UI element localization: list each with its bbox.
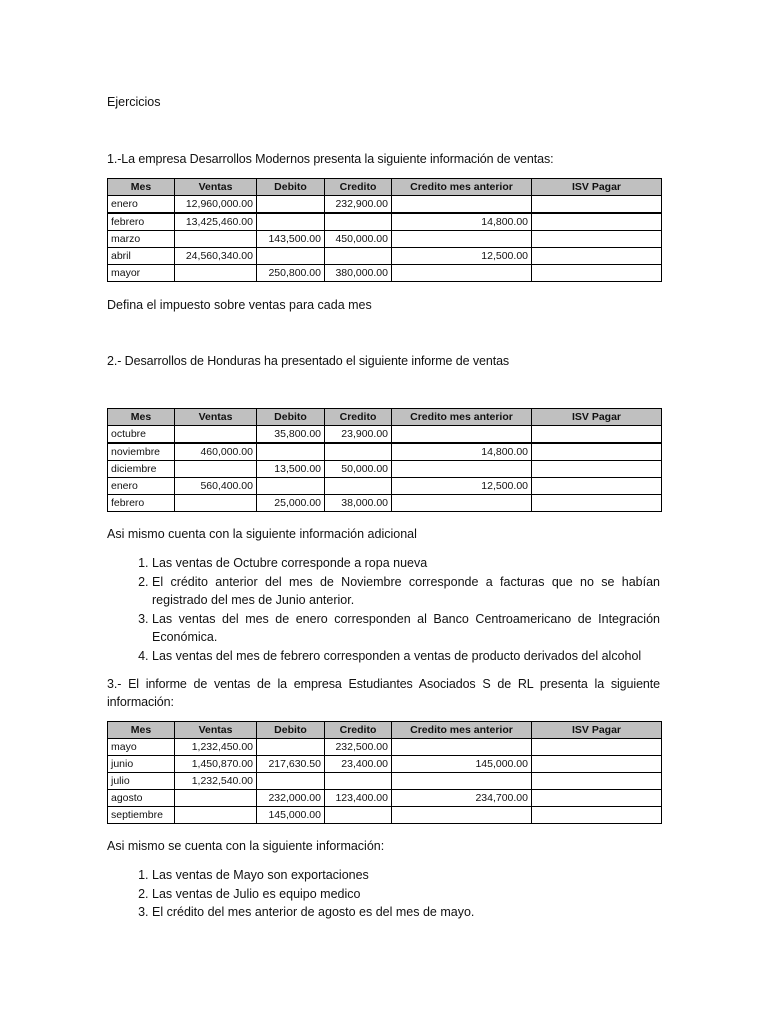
value-cell [532,443,662,461]
month-cell: febrero [108,213,175,231]
month-cell: enero [108,196,175,214]
value-cell [392,265,532,282]
table-header-row [108,179,662,196]
column-header: Mes [108,722,175,739]
value-cell: 143,500.00 [257,231,325,248]
value-cell: 35,800.00 [257,426,325,444]
table-header-row [108,409,662,426]
table-row [108,790,662,807]
value-cell: 123,400.00 [325,790,392,807]
exercise-3-table [107,721,662,824]
column-header: Debito [257,409,325,426]
column-header: ISV Pagar [532,722,662,739]
column-header: Ventas [175,179,257,196]
exercise-1-table [107,178,662,282]
list-item: 1. Las ventas de Octubre corresponde a ropa nueva [152,554,660,573]
month-cell: septiembre [108,807,175,824]
column-header: Credito [325,722,392,739]
exercise-3-info-list [107,866,660,922]
value-cell: 14,800.00 [392,443,532,461]
month-cell: enero [108,478,175,495]
column-header: Ventas [175,722,257,739]
value-cell [532,790,662,807]
value-cell: 23,900.00 [325,426,392,444]
value-cell: 12,500.00 [392,248,532,265]
value-cell [257,213,325,231]
value-cell: 13,425,460.00 [175,213,257,231]
value-cell: 217,630.50 [257,756,325,773]
value-cell [325,213,392,231]
value-cell [392,495,532,512]
value-cell: 1,232,450.00 [175,739,257,756]
table-row [108,739,662,756]
column-header: Mes [108,179,175,196]
table-row [108,756,662,773]
exercise-2-info-list [107,554,660,665]
value-cell: 50,000.00 [325,461,392,478]
value-cell [392,231,532,248]
value-cell [532,265,662,282]
value-cell: 13,500.00 [257,461,325,478]
value-cell [392,196,532,214]
value-cell [392,739,532,756]
exercise-3-info-intro: Asi mismo se cuenta con la siguiente información: [107,839,385,853]
month-cell: julio [108,773,175,790]
value-cell [325,807,392,824]
list-item: 1. Las ventas de Mayo son exportaciones [152,866,660,885]
exercise-2-table [107,408,662,512]
table-header-row [108,722,662,739]
month-cell: octubre [108,426,175,444]
table-row [108,773,662,790]
value-cell [532,213,662,231]
value-cell [257,248,325,265]
value-cell: 380,000.00 [325,265,392,282]
value-cell [532,196,662,214]
month-cell: abril [108,248,175,265]
table-row [108,265,662,282]
table-row [108,807,662,824]
exercise-1-instruction: Defina el impuesto sobre ventas para cada mes [107,298,372,312]
value-cell: 450,000.00 [325,231,392,248]
table-row [108,248,662,265]
value-cell [325,443,392,461]
value-cell: 12,960,000.00 [175,196,257,214]
column-header: Credito mes anterior [392,722,532,739]
column-header: Ventas [175,409,257,426]
table-row [108,196,662,214]
value-cell [175,495,257,512]
value-cell: 1,450,870.00 [175,756,257,773]
exercise-2-heading: 2.- Desarrollos de Honduras ha presentado el siguiente informe de ventas [107,354,510,368]
month-cell: mayo [108,739,175,756]
value-cell [532,426,662,444]
value-cell [175,461,257,478]
column-header: Debito [257,722,325,739]
value-cell [532,807,662,824]
value-cell [175,231,257,248]
value-cell [532,478,662,495]
list-item: 4. Las ventas del mes de febrero corresponden a ventas de producto derivados del alcohol [152,647,660,666]
month-cell: marzo [108,231,175,248]
month-cell: junio [108,756,175,773]
column-header: Credito mes anterior [392,409,532,426]
column-header: Debito [257,179,325,196]
value-cell [532,495,662,512]
value-cell: 560,400.00 [175,478,257,495]
list-item: 2. Las ventas de Julio es equipo medico [152,885,660,904]
value-cell: 25,000.00 [257,495,325,512]
exercise-1-heading: 1.-La empresa Desarrollos Modernos presenta la siguiente información de ventas: [107,152,554,166]
value-cell [532,461,662,478]
value-cell [325,478,392,495]
value-cell [532,231,662,248]
table-row [108,231,662,248]
value-cell [257,739,325,756]
month-cell: agosto [108,790,175,807]
value-cell [175,426,257,444]
value-cell [532,773,662,790]
value-cell: 12,500.00 [392,478,532,495]
column-header: Credito mes anterior [392,179,532,196]
document-title: Ejercicios [107,95,161,109]
value-cell [392,773,532,790]
value-cell [257,773,325,790]
value-cell: 145,000.00 [257,807,325,824]
value-cell: 234,700.00 [392,790,532,807]
value-cell [392,461,532,478]
month-cell: febrero [108,495,175,512]
table-row [108,461,662,478]
value-cell [257,443,325,461]
value-cell: 23,400.00 [325,756,392,773]
value-cell: 38,000.00 [325,495,392,512]
value-cell: 14,800.00 [392,213,532,231]
exercise-2-info-intro: Asi mismo cuenta con la siguiente información adicional [107,527,417,541]
table-row [108,478,662,495]
column-header: Mes [108,409,175,426]
month-cell: noviembre [108,443,175,461]
value-cell [175,790,257,807]
value-cell: 232,000.00 [257,790,325,807]
exercise-3-heading: 3.- El informe de ventas de la empresa Estudiantes Asociados S de RL presenta la siguiente información: [107,677,660,709]
value-cell: 232,900.00 [325,196,392,214]
value-cell [325,248,392,265]
column-header: ISV Pagar [532,409,662,426]
month-cell: diciembre [108,461,175,478]
list-item: 2. El crédito anterior del mes de Noviembre corresponde a facturas que no se habían registrado del mes de Junio anterior. [152,573,660,610]
value-cell [257,478,325,495]
value-cell [257,196,325,214]
value-cell [325,773,392,790]
value-cell [392,807,532,824]
month-cell: mayor [108,265,175,282]
list-item: 3. El crédito del mes anterior de agosto es del mes de mayo. [152,903,660,922]
value-cell [392,426,532,444]
table-row [108,495,662,512]
column-header: Credito [325,179,392,196]
value-cell: 460,000.00 [175,443,257,461]
value-cell [175,265,257,282]
list-item: 3. Las ventas del mes de enero corresponden al Banco Centroamericano de Integración Económica. [152,610,660,647]
value-cell [532,248,662,265]
value-cell: 232,500.00 [325,739,392,756]
value-cell [532,756,662,773]
value-cell: 24,560,340.00 [175,248,257,265]
value-cell: 1,232,540.00 [175,773,257,790]
table-row [108,443,662,461]
column-header: ISV Pagar [532,179,662,196]
table-row [108,213,662,231]
value-cell: 250,800.00 [257,265,325,282]
value-cell: 145,000.00 [392,756,532,773]
table-row [108,426,662,444]
column-header: Credito [325,409,392,426]
value-cell [532,739,662,756]
value-cell [175,807,257,824]
